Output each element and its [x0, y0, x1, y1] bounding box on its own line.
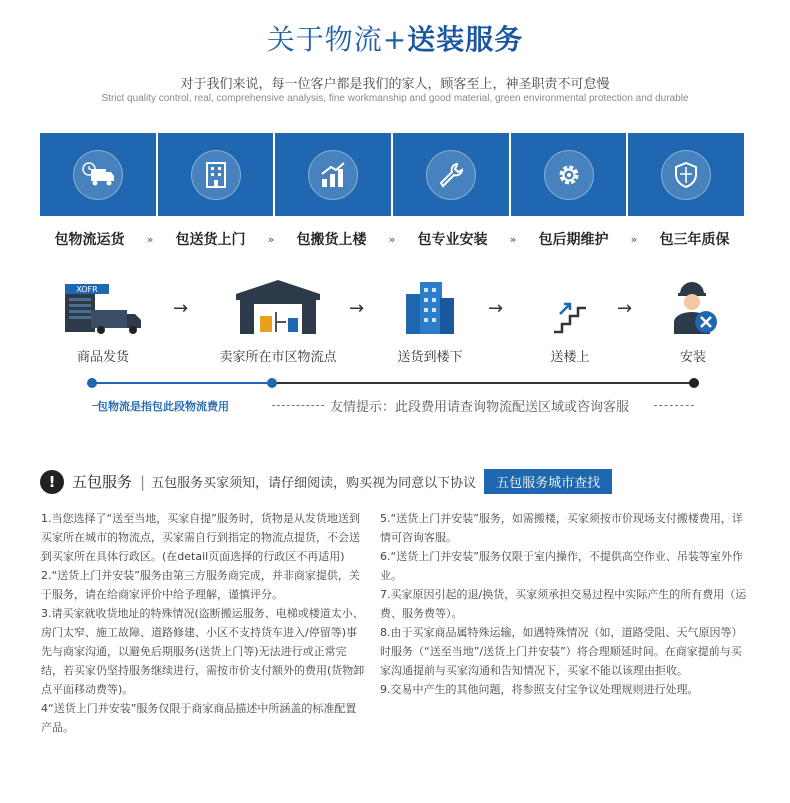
rule-item: 3.请买家就收货地址的特殊情况(盗断搬运服务、电梯或楼道太小、房门太窄、施工故障、道路修建、小区不支持货车进入/停留等)事先与商家沟通，以避免后期服务(送货上门等)无法进行或正常完结，若买家仍坚持服务继续进行，需按市价支付额外的费用(货物卸点平面移动费等)。 — [41, 607, 365, 696]
arrow-right-icon: → — [488, 298, 504, 319]
wrench-icon — [426, 150, 476, 200]
rules-left-column — [41, 509, 365, 737]
flow-step-install — [648, 276, 738, 365]
growth-chart-icon — [308, 150, 358, 200]
covered-segment-note: 包物流是指包此段物流费用 — [97, 400, 229, 413]
timeline-uncovered-segment — [272, 382, 694, 384]
flow-step-label: 送货到楼下 — [397, 350, 463, 365]
timeline-dash-right — [654, 405, 694, 406]
notice-header — [40, 469, 612, 494]
service-label: 包搬货上楼 — [296, 232, 367, 248]
separator: » — [509, 232, 517, 246]
rule-item: 6.“送货上门并安装”服务仅限于室内操作，不提供高空作业、吊装等室外作业。 — [380, 550, 743, 582]
service-cell-maintenance — [511, 133, 629, 216]
buildings-icon — [380, 276, 480, 336]
city-lookup-button[interactable]: 五包服务城市查找 — [484, 469, 612, 494]
clock-truck-icon — [73, 150, 123, 200]
separator: » — [630, 232, 638, 246]
service-icon-bar — [40, 133, 744, 216]
flow-step-hub — [208, 276, 348, 365]
timeline-start-dot — [87, 378, 97, 388]
flow-step-ship — [58, 276, 148, 365]
title-light-part: 关于物流+ — [266, 23, 408, 56]
title-bold-part: 送装服务 — [407, 23, 524, 56]
gear-icon — [544, 150, 594, 200]
rule-item: 4“送货上门并安装”服务仅限于商家商品描述中所涵盖的标准配置产品。 — [41, 702, 357, 734]
stairs-icon — [520, 276, 620, 336]
service-label: 包后期维护 — [538, 232, 609, 248]
flow-step-label: 商品发货 — [76, 350, 129, 365]
arrow-right-icon: → — [349, 298, 365, 319]
timeline-dash-middle — [272, 405, 324, 406]
service-label: 包三年质保 — [659, 232, 730, 248]
warehouse-sign: XOFR — [76, 285, 98, 294]
rule-item: 7.买家原因引起的退/换货，买家须承担交易过程中实际产生的所有费用（运费、服务费等）。 — [380, 588, 747, 620]
page-title — [0, 18, 790, 58]
separator: » — [267, 232, 275, 246]
warning-icon: ! — [40, 470, 64, 494]
notice-divider: | — [140, 472, 146, 491]
rule-item: 2.“送货上门并安装”服务由第三方服务商完成，并非商家提供，关于服务，请在给商家评价中给予理解，谨慎评分。 — [41, 569, 360, 601]
notice-title: 五包服务 — [72, 473, 133, 491]
service-labels-row — [40, 229, 744, 249]
timeline-mid-dot — [267, 378, 277, 388]
rule-item: 5.“送货上门并安装”服务，如需搬楼，买家须按市价现场支付搬楼费用，详情可咨询客服。 — [380, 512, 743, 544]
notice-description: 五包服务买家须知，请仔细阅读，购买视为同意以下协议 — [151, 476, 477, 491]
tip-note: 友情提示：此段费用请查询物流配送区域或咨询客服 — [330, 400, 630, 415]
timeline-covered-segment — [92, 382, 272, 384]
logistics-hub-icon — [208, 276, 348, 336]
flow-step-label: 安装 — [679, 350, 706, 365]
cost-timeline — [0, 376, 790, 416]
flow-step-label: 送楼上 — [550, 350, 590, 365]
service-label: 包物流运货 — [54, 232, 125, 248]
rule-item: 9.交易中产生的其他问题，将参照支付宝争议处理规则进行处理。 — [380, 683, 699, 696]
delivery-flow — [40, 276, 744, 376]
shield-icon — [661, 150, 711, 200]
rules-right-column — [380, 509, 748, 699]
arrow-right-icon: → — [173, 298, 189, 319]
flow-step-upstairs — [520, 276, 620, 365]
building-icon — [191, 150, 241, 200]
service-cell-delivery — [158, 133, 276, 216]
arrow-right-icon: → — [617, 298, 633, 319]
service-cell-carry-upstairs — [275, 133, 393, 216]
installer-icon — [648, 276, 738, 336]
service-cell-logistics — [40, 133, 158, 216]
separator: » — [146, 232, 154, 246]
flow-step-downstairs — [380, 276, 480, 365]
service-label: 包送货上门 — [175, 232, 246, 248]
service-label: 包专业安装 — [417, 232, 488, 248]
rule-item: 1.当您选择了“送至当地，买家自提”服务时，货物是从发货地送到买家所在城市的物流点，买家需自行到指定的物流点提货，不会送到买家所在具体行政区。(在detail页面选择的行政区不再适用) — [41, 512, 360, 563]
timeline-end-dot — [689, 378, 699, 388]
subtitle: 对于我们来说，每一位客户都是我们的家人，顾客至上，神圣职责不可怠慢 — [180, 77, 610, 92]
separator: » — [388, 232, 396, 246]
subtitle-english: Strict quality control, real, comprehensive analysis, fine workmanship and good material, green environmental protection and durable — [101, 93, 689, 104]
service-cell-installation — [393, 133, 511, 216]
flow-step-label: 卖家所在市区物流点 — [219, 350, 337, 365]
service-cell-warranty — [628, 133, 744, 216]
rule-item: 8.由于买家商品属特殊运输，如遇特殊情况（如，道路受阻、天气原因等）时服务（“送至当地”/送货上门并安装”）将合理顺延时间。在商家提前与买家沟通提前与买家沟通和告知情况下，买家不能以该理由拒收。 — [380, 626, 743, 677]
warehouse-truck-icon — [58, 276, 148, 336]
